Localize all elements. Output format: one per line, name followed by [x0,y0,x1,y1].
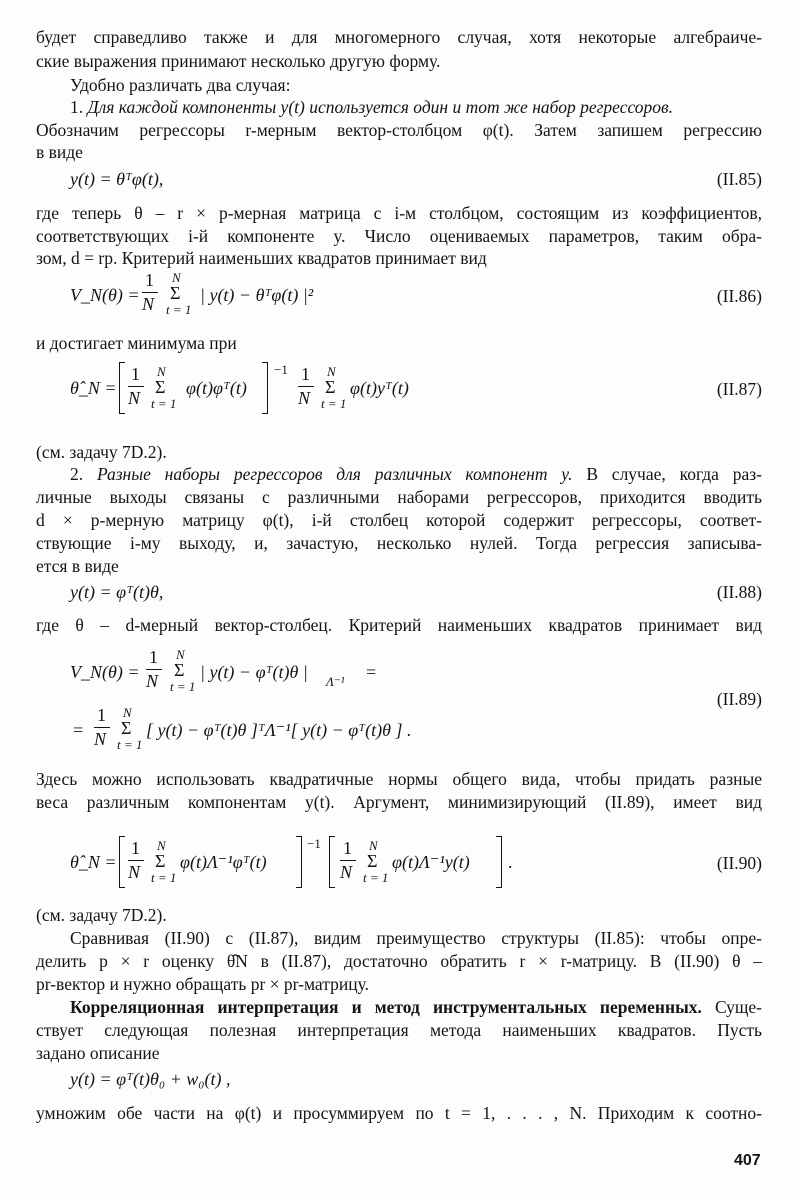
equation-number: (II.87) [716,379,762,399]
text-line: веса различным компонентам y(t). Аргумент, минимизирующий (II.89), имеет вид [36,792,762,812]
text-line: делить p × r оценку θ̂N в (II.87), достаточно обратить r × r-матрицу. В (II.90) θ – [36,951,762,971]
text-line: pr-вектор и нужно обращать pr × pr-матрицу. [36,974,369,994]
text-line: (см. задачу 7D.2). [36,905,167,925]
text-line: (см. задачу 7D.2). [36,442,167,462]
equation-ii88: y(t) = φᵀ(t)θ, [70,582,164,602]
case-number: 2. [70,464,84,484]
equation-description: y(t) = φᵀ(t)θ₀ + w₀(t) , [70,1069,231,1089]
text-line: Обозначим регрессоры r-мерным вектор-столбцом φ(t). Затем запишем регрессию [36,120,762,140]
text-line: d × p-мерную матрицу φ(t), i-й столбец которой содержит регрессоры, соответ- [36,510,762,530]
text-line: личные выходы связаны с различными наборами регрессоров, приходится вводить [36,487,762,507]
book-page: будет справедливо также и для многомерного случая, хотя некоторые алгебраиче- ские выражения принимают несколько другую форму. Удобно различать два случая: 1. Для каждой компоненты y(t) используется один и тот же набор регрессоров. Обозначим регрессоры r-мерным вектор-столбцом φ(t). Затем запишем регрессию в виде y(t) = θᵀφ(t), (II.85) где теперь θ – r × p-мерная матрица с i-м столбцом, состоящим из коэффициентов, соответствующих i-й компоненте y. Число оцениваемых параметров, таким обра- зом, d = rp. Критерий наименьших квадратов принимает вид V_N(θ) = 1 N N Σ t = 1 | y(t) − θᵀφ(t) |² (II.86) и достигает минимума при θ̂_N = 1 N N Σ t = 1 φ(t)φᵀ(t) −1 1 N N Σ t = 1 φ(t)yᵀ(t) (II.87) (см. задачу 7D.2). 2. Разные наборы регрессоров для различных компонент y. В случае, когда раз- личные выходы связаны с различными наборами регрессоров, приходится вводить d × p-мерную матрицу φ(t), i-й столбец которой содержит регрессоры, соответ- ствующие i-му выходу, и, зачастую, несколько нулей. Тогда регрессия записыва- ется в виде y(t) = φᵀ(t)θ, (II.88) где θ – d-мерный вектор-столбец. Критерий наименьших квадратов принимает вид V_N(θ) = 1 N N Σ t = 1 | y(t) − φᵀ(t)θ | Λ⁻¹ = = 1 N N Σ t = 1 [ y(t) − φᵀ(t)θ ]ᵀΛ⁻¹[ y(t) − φᵀ(t)θ ] . (II.89) Здесь можно использовать квадратичные нормы общего вида, чтобы придать разные веса различным компонентам y(t). Аргумент, минимизирующий (II.89), имеет вид θ̂_N = 1 N N Σ t = 1 φ(t)Λ⁻¹φᵀ(t) −1 1 N N Σ t = 1 φ(t)Λ⁻¹y(t) . (II.90) (см. задачу 7D.2). Сравнивая (II.90) с (II.87), видим преимущество структуры (II.85): чтобы опре- делить p × r оценку θ̂N в (II.87), достаточно обратить r × r-матрицу. В (II.90) θ – pr-вектор и нужно обращать pr × pr-матрицу. Корреляционная интерпретация и метод инструментальных переменных. Суще- ствует следующая полезная интерпретация метода наименьших квадратов. Пусть задано описание y(t) = φᵀ(t)θ₀ + w₀(t) , умножим обе части на φ(t) и просуммируем по t = 1, . . . , N. Приходим к соотно- 407 [0,0,798,1200]
text-fragment: Суще- [714,997,762,1017]
case-title: Разные наборы регрессоров для различных компонент y. [96,464,573,484]
text-line: ется в виде [36,556,119,576]
text-line: Здесь можно использовать квадратичные нормы общего вида, чтобы придать разные [36,769,762,789]
page-number: 407 [734,1152,761,1169]
case-2-heading [36,463,762,485]
equation-ii85: y(t) = θᵀφ(t), [70,169,164,189]
case-title: Для каждой компоненты y(t) используется один и тот же набор регрессоров. [87,97,674,117]
text-line: задано описание [36,1043,160,1063]
text-line: умножим обе части на φ(t) и просуммируем по t = 1, . . . , N. Приходим к соотно- [36,1103,762,1123]
text-line: где теперь θ – r × p-мерная матрица с i-м столбцом, состоящим из коэффициентов, [36,203,762,223]
case-1-heading [70,96,673,118]
equation-number: (II.90) [716,853,762,873]
text-line: ские выражения принимают несколько другую форму. [36,51,441,71]
text-line: будет справедливо также и для многомерного случая, хотя некоторые алгебраиче- [36,27,762,47]
text-line: Удобно различать два случая: [70,75,291,95]
text-line: ствующие i-му выходу, и, зачастую, несколько нулей. Тогда регрессия записыва- [36,533,762,553]
text-line: и достигает минимума при [36,333,237,353]
text-line: в виде [36,142,83,162]
text-line: где θ – d-мерный вектор-столбец. Критерий наименьших квадратов принимает вид [36,615,762,635]
text-line: Сравнивая (II.90) с (II.87), видим преимущество структуры (II.85): чтобы опре- [70,928,762,948]
section-heading-line [70,996,762,1018]
section-heading: Корреляционная интерпретация и метод инструментальных переменных. [70,997,702,1017]
equation-number: (II.88) [716,582,762,602]
text-line: соответствующих i-й компоненте y. Число оцениваемых параметров, таким обра- [36,226,762,246]
equation-number: (II.85) [716,169,762,189]
text-line: ствует следующая полезная интерпретация метода наименьших квадратов. Пусть [36,1020,762,1040]
text-fragment: В случае, когда раз- [586,464,763,484]
equation-number: (II.86) [716,286,762,306]
case-number: 1. [70,97,84,117]
equation-number: (II.89) [716,689,762,709]
text-line: зом, d = rp. Критерий наименьших квадратов принимает вид [36,248,487,268]
